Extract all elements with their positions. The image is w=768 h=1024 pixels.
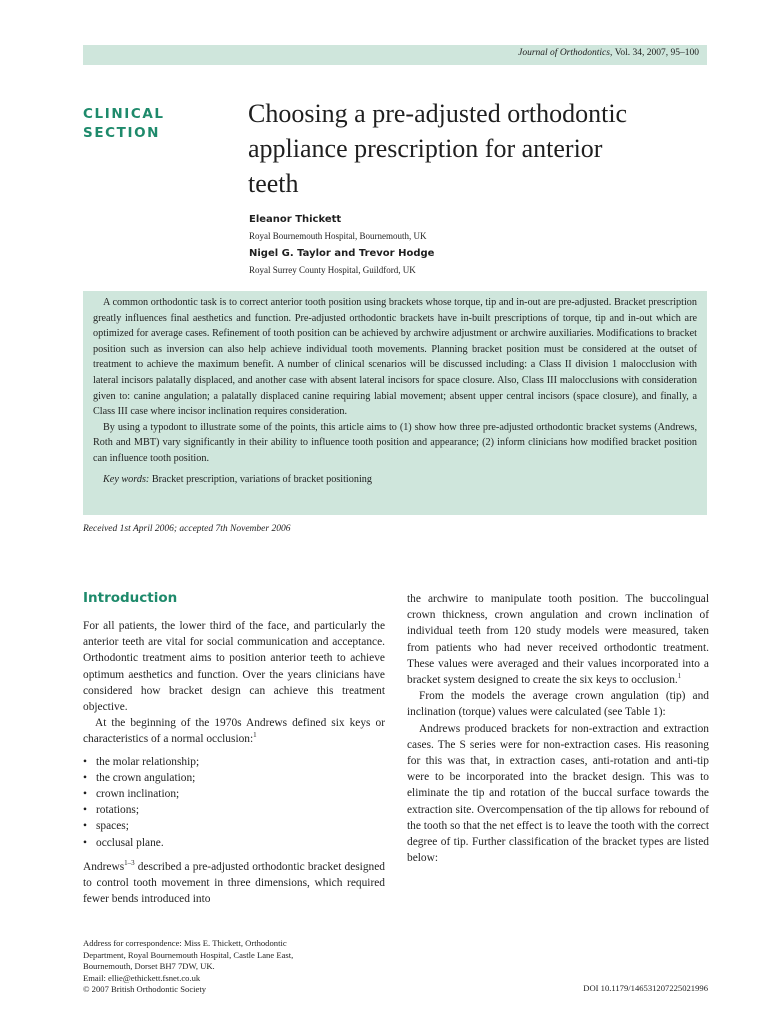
right-paragraph-1-text: the archwire to manipulate tooth position. The buccolingual crown thickness, crown angulation and crown inclination of individual teeth from 120 study models were measured, taken from patients who had never received orthodontic treatment. These values were averaged and their values incorporated into a bracket system designed to create the six keys to occlusion. [407,593,709,687]
introduction-heading: Introduction [83,590,178,606]
author-affiliation-1: Royal Bournemouth Hospital, Bournemouth, UK [249,231,427,241]
intro-paragraph-2 [83,715,385,747]
right-column [407,591,709,866]
intro-paragraph-2-text: At the beginning of the 1970s Andrews defined six keys or characteristics of a normal occlusion: [83,717,385,746]
list-item: • the molar relationship; [83,754,385,770]
journal-volume: Vol. 34, 2007, 95–100 [614,48,699,58]
journal-header-band [83,45,707,65]
intro-paragraph-3-start: Andrews [83,860,125,873]
intro-paragraph-3-rest: described a pre-adjusted orthodontic bracket designed to control tooth movement in three dimensions, which required fewer bends introduced into [83,860,385,906]
footnote-email: Email: ellie@ethickett.fsnet.co.uk [83,972,201,983]
section-label-line-1: CLINICAL [83,106,165,122]
correspondence-footnote [83,938,383,996]
title-line-2: appliance prescription for anterior [248,134,603,163]
keywords-text: Bracket prescription, variations of bracket positioning [151,473,372,485]
citation-superscript: 1 [677,672,682,681]
list-item: • occlusal plane. [83,835,385,851]
left-column [83,618,385,907]
abstract-paragraph-1: A common orthodontic task is to correct anterior tooth position using brackets whose torque, tip and in-out are pre-adjusted. Bracket prescription greatly influences final aesthetics and function. Pre-adjusted orthodontic brackets have in-built prescriptions of torque, tip and in-out which are optimized for average cases. Refinement of tooth position can be achieved by archwire adjustment or archwire auxiliaries. Modifications to bracket position such as inversion can also help achieve individual tooth movements. Planning bracket position must be considered at the outset of treatment to achieve the maximum benefit. A number of clinical scenarios will be discussed including: a Class II division 1 malocclusion with lateral incisors palatally displaced, and another case with absent lateral incisors for space closure. Also, Class III malocclusions with consideration given to: canine angulation; a palatally displaced canine requiring labial movement; absent upper central incisors (space closure), and finally, a Class III case where incisor inclination requires consideration. [93,297,697,418]
author-affiliation-2: Royal Surrey County Hospital, Guildford, UK [249,265,416,275]
copyright-line: © 2007 British Orthodontic Society [83,984,207,995]
right-paragraph-3: Andrews produced brackets for non-extraction and extraction cases. The S series were for non-extraction cases. His reasoning for this was that, in extraction cases, anti-rotation and anti-tip were to be incorporated into the bracket design. This was to eliminate the tip and rotation of the buccal surface towards the extraction site. Overcompensation of the tip allows for rebound of the tooth so that the net effect is to leave the tooth with the correct degree of tip. Further classification of the bracket types are listed below: [407,722,709,865]
list-item: • the crown angulation; [83,770,385,786]
citation-superscript: 1 [253,731,257,740]
author-name-2: Nigel G. Taylor and Trevor Hodge [249,248,435,259]
abstract-box [83,291,707,515]
section-label-line-2: SECTION [83,125,161,141]
title-line-3: teeth [248,169,299,198]
intro-paragraph-1: For all patients, the lower third of the face, and particularly the anterior teeth are vital for social communication and acceptance. Orthodontic treatment aims to position anterior teeth to achieve optimum aesthetics and function. Over the years clinicians have considered how bracket design can achieve this treatment objective. [83,620,385,714]
list-item: • rotations; [83,802,385,818]
right-paragraph-2: From the models the average crown angulation (tip) and inclination (torque) values were calculated (see Table 1): [407,690,709,719]
footnote-line: Department, Royal Bournemouth Hospital, Castle Lane East, [83,949,294,960]
citation-superscript: 1–3 [124,859,135,868]
journal-citation [518,48,699,58]
author-name-1: Eleanor Thickett [249,214,342,225]
keywords-label: Key words: [103,473,150,485]
article-title [248,96,708,201]
footnote-line: Bournemouth, Dorset BH7 7DW, UK. [83,961,215,972]
doi: DOI 10.1179/146531207225021996 [583,983,708,993]
journal-name: Journal of Orthodontics, [518,48,613,58]
list-item: • crown inclination; [83,786,385,802]
title-line-1: Choosing a pre-adjusted orthodontic [248,99,628,128]
keywords [93,472,697,487]
section-label [83,105,203,143]
right-paragraph-1 [407,591,709,688]
abstract-paragraph-2: By using a typodont to illustrate some of the points, this article aims to (1) show how three pre-adjusted orthodontic bracket systems (Andrews, Roth and MBT) vary significantly in their ability to influence tooth position and appearance; (2) inform clinicians how modified bracket position can influence tooth position. [93,421,697,464]
intro-paragraph-3 [83,859,385,908]
six-keys-list [83,754,385,851]
footnote-line: Address for correspondence: Miss E. Thickett, Orthodontic [83,938,287,948]
received-date: Received 1st April 2006; accepted 7th November 2006 [83,524,291,534]
list-item: • spaces; [83,818,385,834]
